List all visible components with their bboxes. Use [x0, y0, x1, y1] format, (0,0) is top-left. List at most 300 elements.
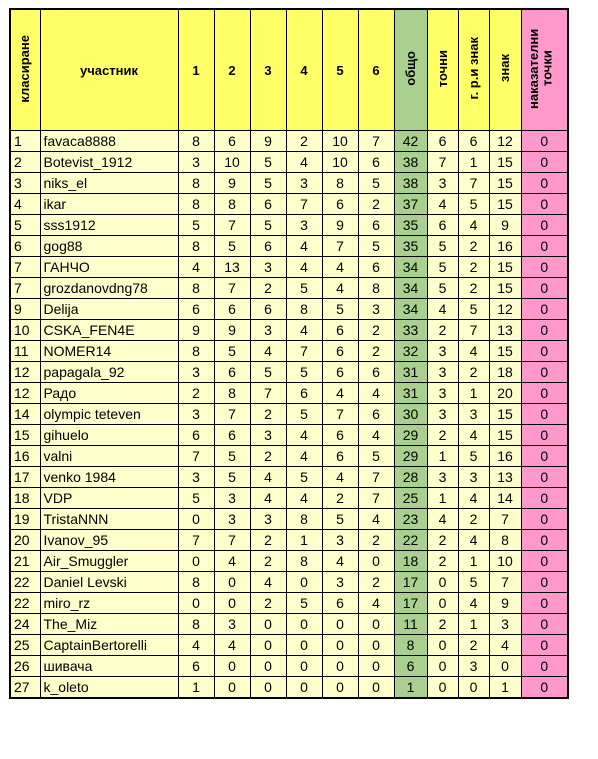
score-round-1: 3 [178, 467, 214, 488]
penalty-cell: 0 [521, 362, 568, 383]
exact-cell: 3 [427, 341, 458, 362]
rank-cell: 10 [10, 320, 40, 341]
player-name-cell: TristaNNN [40, 509, 178, 530]
standings-table-container [9, 8, 569, 699]
player-name-cell: Botevist_1912 [40, 152, 178, 173]
sign-cell: 13 [489, 467, 521, 488]
score-round-6: 0 [358, 677, 394, 699]
score-round-3: 5 [250, 362, 286, 383]
player-name-cell: valni [40, 446, 178, 467]
score-round-6: 4 [358, 383, 394, 404]
table-row [10, 278, 568, 299]
score-round-1: 8 [178, 131, 214, 152]
score-round-3: 6 [250, 299, 286, 320]
penalty-cell: 0 [521, 593, 568, 614]
score-round-6: 8 [358, 278, 394, 299]
goal-diff-sign-cell: 4 [458, 341, 489, 362]
score-round-3: 4 [250, 467, 286, 488]
header-round-4: 4 [286, 9, 322, 131]
total-cell: 42 [394, 131, 427, 152]
score-round-6: 4 [358, 593, 394, 614]
total-cell: 30 [394, 404, 427, 425]
score-round-2: 0 [214, 572, 250, 593]
score-round-5: 4 [322, 278, 358, 299]
penalty-cell: 0 [521, 488, 568, 509]
total-cell: 31 [394, 362, 427, 383]
rank-cell: 27 [10, 677, 40, 699]
score-round-5: 4 [322, 551, 358, 572]
sign-cell: 15 [489, 257, 521, 278]
score-round-5: 2 [322, 488, 358, 509]
table-row [10, 551, 568, 572]
penalty-cell: 0 [521, 383, 568, 404]
sign-cell: 7 [489, 509, 521, 530]
score-round-3: 4 [250, 488, 286, 509]
score-round-6: 5 [358, 173, 394, 194]
score-round-5: 5 [322, 509, 358, 530]
player-name-cell: favaca8888 [40, 131, 178, 152]
score-round-2: 5 [214, 236, 250, 257]
total-cell: 17 [394, 593, 427, 614]
score-round-2: 4 [214, 635, 250, 656]
score-round-4: 8 [286, 509, 322, 530]
penalty-cell: 0 [521, 446, 568, 467]
table-row [10, 593, 568, 614]
score-round-6: 4 [358, 509, 394, 530]
exact-cell: 3 [427, 467, 458, 488]
score-round-6: 2 [358, 320, 394, 341]
penalty-cell: 0 [521, 467, 568, 488]
player-name-cell: CaptainBertorelli [40, 635, 178, 656]
sign-cell: 8 [489, 530, 521, 551]
rank-cell: 22 [10, 593, 40, 614]
exact-cell: 0 [427, 677, 458, 699]
rank-cell: 22 [10, 572, 40, 593]
exact-cell: 5 [427, 236, 458, 257]
goal-diff-sign-cell: 0 [458, 677, 489, 699]
score-round-1: 1 [178, 677, 214, 699]
table-row [10, 467, 568, 488]
score-round-4: 1 [286, 530, 322, 551]
rank-cell: 21 [10, 551, 40, 572]
score-round-1: 8 [178, 278, 214, 299]
penalty-cell: 0 [521, 131, 568, 152]
table-row [10, 635, 568, 656]
total-cell: 1 [394, 677, 427, 699]
goal-diff-sign-cell: 5 [458, 194, 489, 215]
total-cell: 34 [394, 299, 427, 320]
score-round-2: 5 [214, 446, 250, 467]
sign-cell: 3 [489, 614, 521, 635]
penalty-cell: 0 [521, 278, 568, 299]
total-cell: 17 [394, 572, 427, 593]
score-round-2: 3 [214, 488, 250, 509]
score-round-5: 5 [322, 299, 358, 320]
rank-cell: 25 [10, 635, 40, 656]
sign-cell: 7 [489, 572, 521, 593]
table-row [10, 131, 568, 152]
player-name-cell: CSKA_FEN4E [40, 320, 178, 341]
goal-diff-sign-cell: 2 [458, 509, 489, 530]
score-round-1: 3 [178, 362, 214, 383]
player-name-cell: olympic teteven [40, 404, 178, 425]
score-round-6: 0 [358, 614, 394, 635]
rank-cell: 9 [10, 299, 40, 320]
penalty-cell: 0 [521, 194, 568, 215]
table-body [10, 131, 568, 699]
score-round-2: 5 [214, 467, 250, 488]
rank-cell: 7 [10, 257, 40, 278]
score-round-1: 5 [178, 488, 214, 509]
score-round-5: 6 [322, 446, 358, 467]
total-cell: 23 [394, 509, 427, 530]
goal-diff-sign-cell: 1 [458, 383, 489, 404]
score-round-6: 7 [358, 131, 394, 152]
score-round-3: 6 [250, 194, 286, 215]
penalty-cell: 0 [521, 341, 568, 362]
score-round-5: 7 [322, 236, 358, 257]
score-round-6: 7 [358, 467, 394, 488]
exact-cell: 6 [427, 131, 458, 152]
score-round-3: 5 [250, 152, 286, 173]
rank-cell: 16 [10, 446, 40, 467]
rank-cell: 6 [10, 236, 40, 257]
standings-table [9, 8, 569, 699]
rank-cell: 12 [10, 362, 40, 383]
table-row [10, 404, 568, 425]
table-row [10, 173, 568, 194]
score-round-2: 0 [214, 677, 250, 699]
table-row [10, 320, 568, 341]
sign-cell: 9 [489, 593, 521, 614]
score-round-4: 4 [286, 152, 322, 173]
player-name-cell: sss1912 [40, 215, 178, 236]
score-round-3: 3 [250, 320, 286, 341]
exact-cell: 2 [427, 425, 458, 446]
total-cell: 8 [394, 635, 427, 656]
sign-cell: 12 [489, 131, 521, 152]
goal-diff-sign-cell: 4 [458, 530, 489, 551]
sign-cell: 12 [489, 299, 521, 320]
sign-cell: 13 [489, 320, 521, 341]
total-cell: 35 [394, 215, 427, 236]
exact-cell: 0 [427, 593, 458, 614]
table-row [10, 383, 568, 404]
score-round-6: 2 [358, 530, 394, 551]
table-row [10, 446, 568, 467]
score-round-4: 6 [286, 383, 322, 404]
player-name-cell: Ivanov_95 [40, 530, 178, 551]
rank-cell: 24 [10, 614, 40, 635]
score-round-4: 5 [286, 278, 322, 299]
score-round-3: 0 [250, 614, 286, 635]
total-cell: 37 [394, 194, 427, 215]
exact-cell: 2 [427, 530, 458, 551]
exact-cell: 4 [427, 194, 458, 215]
score-round-1: 8 [178, 194, 214, 215]
penalty-cell: 0 [521, 530, 568, 551]
total-cell: 33 [394, 320, 427, 341]
score-round-2: 4 [214, 551, 250, 572]
score-round-1: 3 [178, 404, 214, 425]
player-name-cell: VDP [40, 488, 178, 509]
player-name-cell: NOMER14 [40, 341, 178, 362]
score-round-4: 8 [286, 551, 322, 572]
score-round-3: 6 [250, 236, 286, 257]
score-round-5: 7 [322, 404, 358, 425]
score-round-5: 8 [322, 173, 358, 194]
goal-diff-sign-cell: 2 [458, 635, 489, 656]
table-row [10, 425, 568, 446]
score-round-1: 0 [178, 593, 214, 614]
penalty-cell: 0 [521, 677, 568, 699]
rank-cell: 11 [10, 341, 40, 362]
header-sign: знак [489, 9, 521, 131]
score-round-1: 7 [178, 446, 214, 467]
total-cell: 22 [394, 530, 427, 551]
score-round-6: 2 [358, 572, 394, 593]
score-round-4: 8 [286, 299, 322, 320]
sign-cell: 15 [489, 404, 521, 425]
total-cell: 28 [394, 467, 427, 488]
score-round-2: 7 [214, 215, 250, 236]
score-round-3: 0 [250, 635, 286, 656]
score-round-1: 0 [178, 509, 214, 530]
goal-diff-sign-cell: 7 [458, 173, 489, 194]
exact-cell: 5 [427, 278, 458, 299]
header-round-6: 6 [358, 9, 394, 131]
total-cell: 38 [394, 173, 427, 194]
score-round-5: 6 [322, 362, 358, 383]
player-name-cell: ikar [40, 194, 178, 215]
score-round-5: 6 [322, 320, 358, 341]
rank-cell: 19 [10, 509, 40, 530]
score-round-3: 0 [250, 656, 286, 677]
rank-cell: 4 [10, 194, 40, 215]
goal-diff-sign-cell: 6 [458, 131, 489, 152]
table-row [10, 656, 568, 677]
score-round-4: 4 [286, 257, 322, 278]
penalty-cell: 0 [521, 551, 568, 572]
score-round-1: 7 [178, 530, 214, 551]
total-cell: 31 [394, 383, 427, 404]
score-round-1: 3 [178, 152, 214, 173]
penalty-cell: 0 [521, 614, 568, 635]
sign-cell: 9 [489, 215, 521, 236]
goal-diff-sign-cell: 4 [458, 215, 489, 236]
score-round-5: 9 [322, 215, 358, 236]
rank-cell: 18 [10, 488, 40, 509]
goal-diff-sign-cell: 4 [458, 425, 489, 446]
header-round-5: 5 [322, 9, 358, 131]
rank-cell: 7 [10, 278, 40, 299]
score-round-2: 3 [214, 509, 250, 530]
table-row [10, 152, 568, 173]
goal-diff-sign-cell: 5 [458, 446, 489, 467]
rank-cell: 2 [10, 152, 40, 173]
score-round-4: 0 [286, 614, 322, 635]
total-cell: 38 [394, 152, 427, 173]
player-name-cell: niks_el [40, 173, 178, 194]
sign-cell: 1 [489, 677, 521, 699]
exact-cell: 0 [427, 572, 458, 593]
score-round-2: 7 [214, 278, 250, 299]
player-name-cell: Daniel Levski [40, 572, 178, 593]
score-round-4: 4 [286, 488, 322, 509]
score-round-4: 5 [286, 467, 322, 488]
rank-cell: 3 [10, 173, 40, 194]
sign-cell: 15 [489, 194, 521, 215]
score-round-6: 6 [358, 215, 394, 236]
score-round-6: 5 [358, 236, 394, 257]
score-round-1: 9 [178, 320, 214, 341]
score-round-2: 9 [214, 320, 250, 341]
score-round-2: 13 [214, 257, 250, 278]
player-name-cell: papagala_92 [40, 362, 178, 383]
score-round-4: 5 [286, 362, 322, 383]
goal-diff-sign-cell: 5 [458, 572, 489, 593]
score-round-6: 7 [358, 488, 394, 509]
header-round-3: 3 [250, 9, 286, 131]
sign-cell: 0 [489, 656, 521, 677]
header-row [10, 9, 568, 131]
table-row [10, 215, 568, 236]
header-player: участник [40, 9, 178, 131]
player-name-cell: The_Miz [40, 614, 178, 635]
total-cell: 25 [394, 488, 427, 509]
table-row [10, 194, 568, 215]
table-row [10, 488, 568, 509]
header-total: общо [394, 9, 427, 131]
score-round-1: 5 [178, 215, 214, 236]
score-round-1: 8 [178, 341, 214, 362]
score-round-2: 6 [214, 362, 250, 383]
score-round-5: 6 [322, 425, 358, 446]
score-round-2: 5 [214, 341, 250, 362]
score-round-3: 2 [250, 278, 286, 299]
penalty-cell: 0 [521, 320, 568, 341]
header-exact: точни [427, 9, 458, 131]
header-round-2: 2 [214, 9, 250, 131]
score-round-4: 7 [286, 341, 322, 362]
score-round-6: 6 [358, 404, 394, 425]
sign-cell: 18 [489, 362, 521, 383]
rank-cell: 20 [10, 530, 40, 551]
player-name-cell: gog88 [40, 236, 178, 257]
goal-diff-sign-cell: 2 [458, 278, 489, 299]
total-cell: 29 [394, 446, 427, 467]
score-round-3: 7 [250, 383, 286, 404]
score-round-2: 6 [214, 131, 250, 152]
score-round-5: 3 [322, 530, 358, 551]
penalty-cell: 0 [521, 257, 568, 278]
score-round-6: 3 [358, 299, 394, 320]
goal-diff-sign-cell: 1 [458, 551, 489, 572]
score-round-5: 4 [322, 467, 358, 488]
score-round-5: 3 [322, 572, 358, 593]
goal-diff-sign-cell: 3 [458, 656, 489, 677]
header-penalty: наказателни точки [521, 9, 568, 131]
score-round-4: 4 [286, 446, 322, 467]
score-round-3: 0 [250, 677, 286, 699]
penalty-cell: 0 [521, 215, 568, 236]
sign-cell: 15 [489, 152, 521, 173]
exact-cell: 7 [427, 152, 458, 173]
header-round-1: 1 [178, 9, 214, 131]
score-round-3: 2 [250, 551, 286, 572]
score-round-4: 0 [286, 572, 322, 593]
rank-cell: 14 [10, 404, 40, 425]
score-round-5: 4 [322, 383, 358, 404]
rank-cell: 26 [10, 656, 40, 677]
score-round-4: 4 [286, 320, 322, 341]
score-round-4: 2 [286, 131, 322, 152]
score-round-3: 4 [250, 341, 286, 362]
score-round-4: 0 [286, 656, 322, 677]
rank-cell: 17 [10, 467, 40, 488]
table-row [10, 677, 568, 699]
score-round-6: 2 [358, 341, 394, 362]
exact-cell: 3 [427, 362, 458, 383]
sign-cell: 15 [489, 425, 521, 446]
exact-cell: 3 [427, 404, 458, 425]
goal-diff-sign-cell: 2 [458, 236, 489, 257]
score-round-4: 7 [286, 194, 322, 215]
goal-diff-sign-cell: 4 [458, 593, 489, 614]
score-round-4: 0 [286, 677, 322, 699]
score-round-4: 5 [286, 404, 322, 425]
score-round-1: 8 [178, 236, 214, 257]
score-round-6: 6 [358, 362, 394, 383]
goal-diff-sign-cell: 4 [458, 488, 489, 509]
header-rank: класиране [10, 9, 40, 131]
score-round-3: 5 [250, 215, 286, 236]
player-name-cell: k_oleto [40, 677, 178, 699]
exact-cell: 3 [427, 383, 458, 404]
score-round-2: 8 [214, 383, 250, 404]
score-round-6: 0 [358, 656, 394, 677]
exact-cell: 5 [427, 257, 458, 278]
score-round-5: 10 [322, 131, 358, 152]
table-row [10, 530, 568, 551]
penalty-cell: 0 [521, 299, 568, 320]
player-name-cell: Air_Smuggler [40, 551, 178, 572]
sign-cell: 15 [489, 341, 521, 362]
rank-cell: 5 [10, 215, 40, 236]
score-round-3: 4 [250, 572, 286, 593]
total-cell: 34 [394, 278, 427, 299]
goal-diff-sign-cell: 3 [458, 404, 489, 425]
player-name-cell: grozdanovdng78 [40, 278, 178, 299]
exact-cell: 4 [427, 509, 458, 530]
goal-diff-sign-cell: 2 [458, 257, 489, 278]
player-name-cell: Delija [40, 299, 178, 320]
score-round-3: 2 [250, 404, 286, 425]
score-round-6: 6 [358, 152, 394, 173]
sign-cell: 16 [489, 446, 521, 467]
score-round-1: 8 [178, 173, 214, 194]
table-row [10, 257, 568, 278]
penalty-cell: 0 [521, 509, 568, 530]
total-cell: 6 [394, 656, 427, 677]
exact-cell: 2 [427, 320, 458, 341]
player-name-cell: шивача [40, 656, 178, 677]
header-goal-diff-sign: г. р.и знак [458, 9, 489, 131]
score-round-4: 4 [286, 236, 322, 257]
score-round-3: 3 [250, 425, 286, 446]
goal-diff-sign-cell: 1 [458, 614, 489, 635]
rank-cell: 1 [10, 131, 40, 152]
